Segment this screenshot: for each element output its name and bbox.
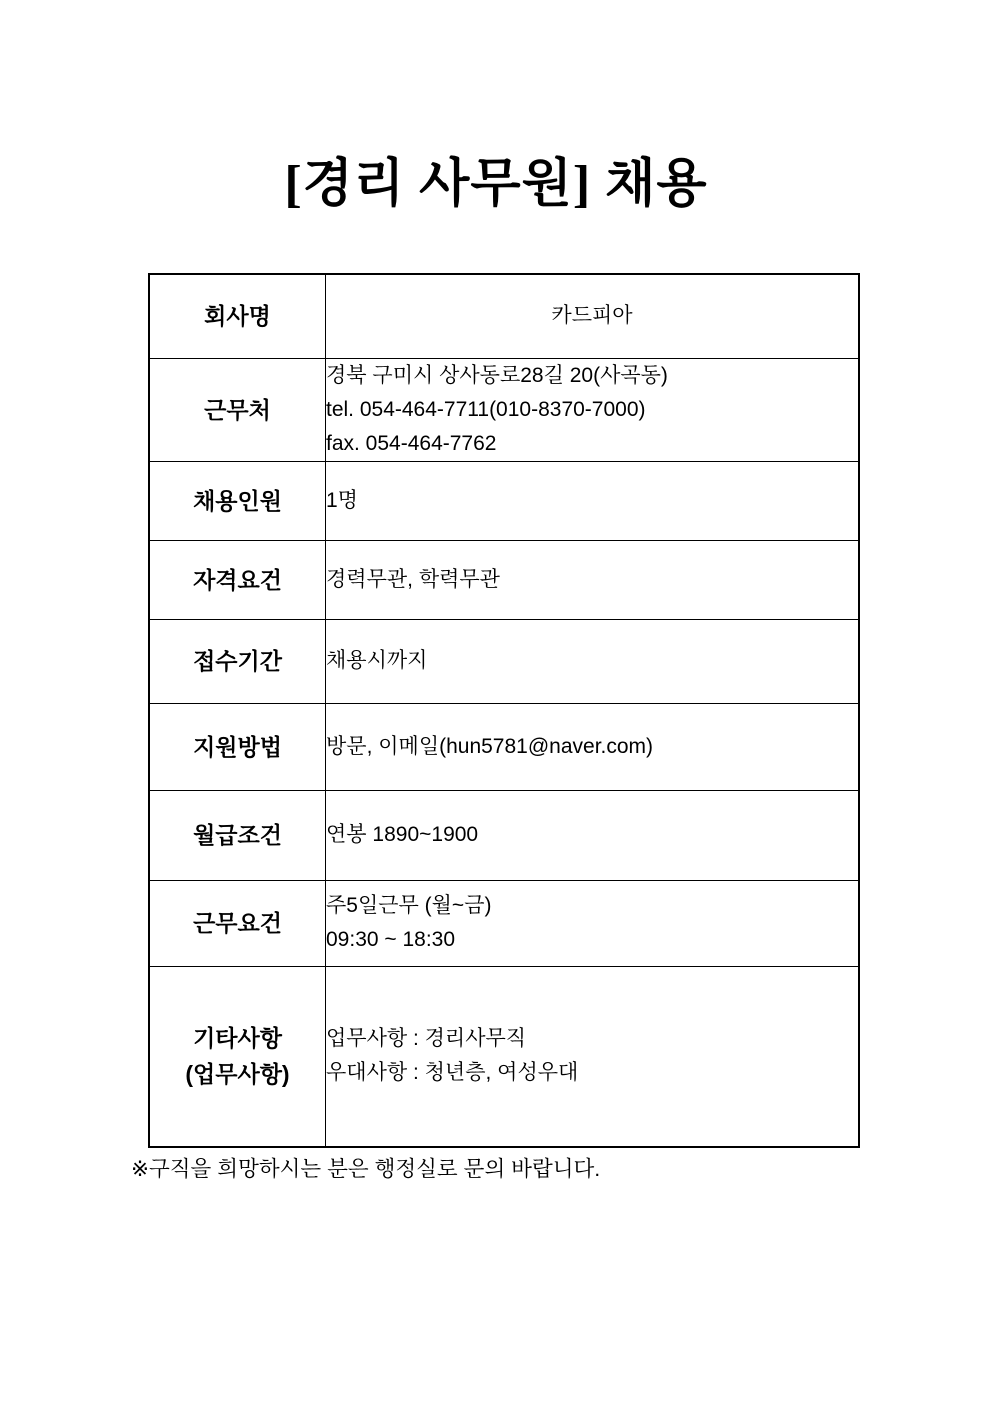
row-value-application-period (326, 619, 860, 703)
row-value-workplace (326, 358, 860, 461)
row-value-work-conditions (326, 880, 860, 966)
row-value-other-notes (326, 966, 860, 1147)
row-value-salary (326, 790, 860, 880)
row-value-application-method (326, 703, 860, 790)
row-label-company-name: 회사명 (149, 274, 326, 358)
row-value-company-name: 카드피아 (326, 274, 860, 358)
other-notes-label-line-2: (업무사항) (185, 1061, 290, 1088)
table-row-application-period (149, 619, 859, 703)
table-row-company-name (149, 274, 859, 358)
workplace-address-line: 경북 구미시 상사동로28길 20(사곡동) (326, 363, 668, 387)
footer-note: ※구직을 희망하시는 분은 행정실로 문의 바랍니다. (131, 1157, 601, 1181)
table-row-hire-count (149, 461, 859, 540)
duty-detail-line: 업무사항 : 경리사무직 (326, 1027, 527, 1051)
row-label-application-method: 지원방법 (149, 703, 326, 790)
qualifications-line: 경력무관, 학력무관 (326, 567, 500, 591)
row-label-workplace: 근무처 (149, 358, 326, 461)
table-row-application-method (149, 703, 859, 790)
salary-line: 연봉 1890~1900 (326, 823, 479, 846)
preference-detail-line: 우대사항 : 청년층, 여성우대 (326, 1061, 579, 1085)
row-value-qualifications (326, 540, 860, 619)
row-label-hire-count: 채용인원 (149, 461, 326, 540)
row-label-work-conditions: 근무요건 (149, 880, 326, 966)
work-days-line: 주5일근무 (월~금) (326, 894, 492, 917)
work-hours-line: 09:30 ~ 18:30 (326, 928, 456, 951)
hire-count-line: 1명 (326, 488, 358, 512)
page-title: [경리 사무원] 채용 (284, 156, 708, 213)
row-label-salary: 월급조건 (149, 790, 326, 880)
table-row-work-conditions (149, 880, 859, 966)
application-period-line: 채용시까지 (326, 649, 428, 672)
table-row-other-notes (149, 966, 859, 1147)
row-label-other-notes (149, 966, 326, 1147)
workplace-tel-line: tel. 054-464-7711(010-8370-7000) (326, 397, 646, 421)
table-row-qualifications (149, 540, 859, 619)
workplace-fax-line: fax. 054-464-7762 (326, 431, 497, 455)
other-notes-label-line-1: 기타사항 (193, 1025, 282, 1052)
row-value-hire-count (326, 461, 860, 540)
job-info-table (148, 273, 860, 1148)
table-row-workplace (149, 358, 859, 461)
table-row-salary (149, 790, 859, 880)
application-method-line: 방문, 이메일(hun5781@naver.com) (326, 734, 654, 758)
row-label-qualifications: 자격요건 (149, 540, 326, 619)
row-label-application-period: 접수기간 (149, 619, 326, 703)
